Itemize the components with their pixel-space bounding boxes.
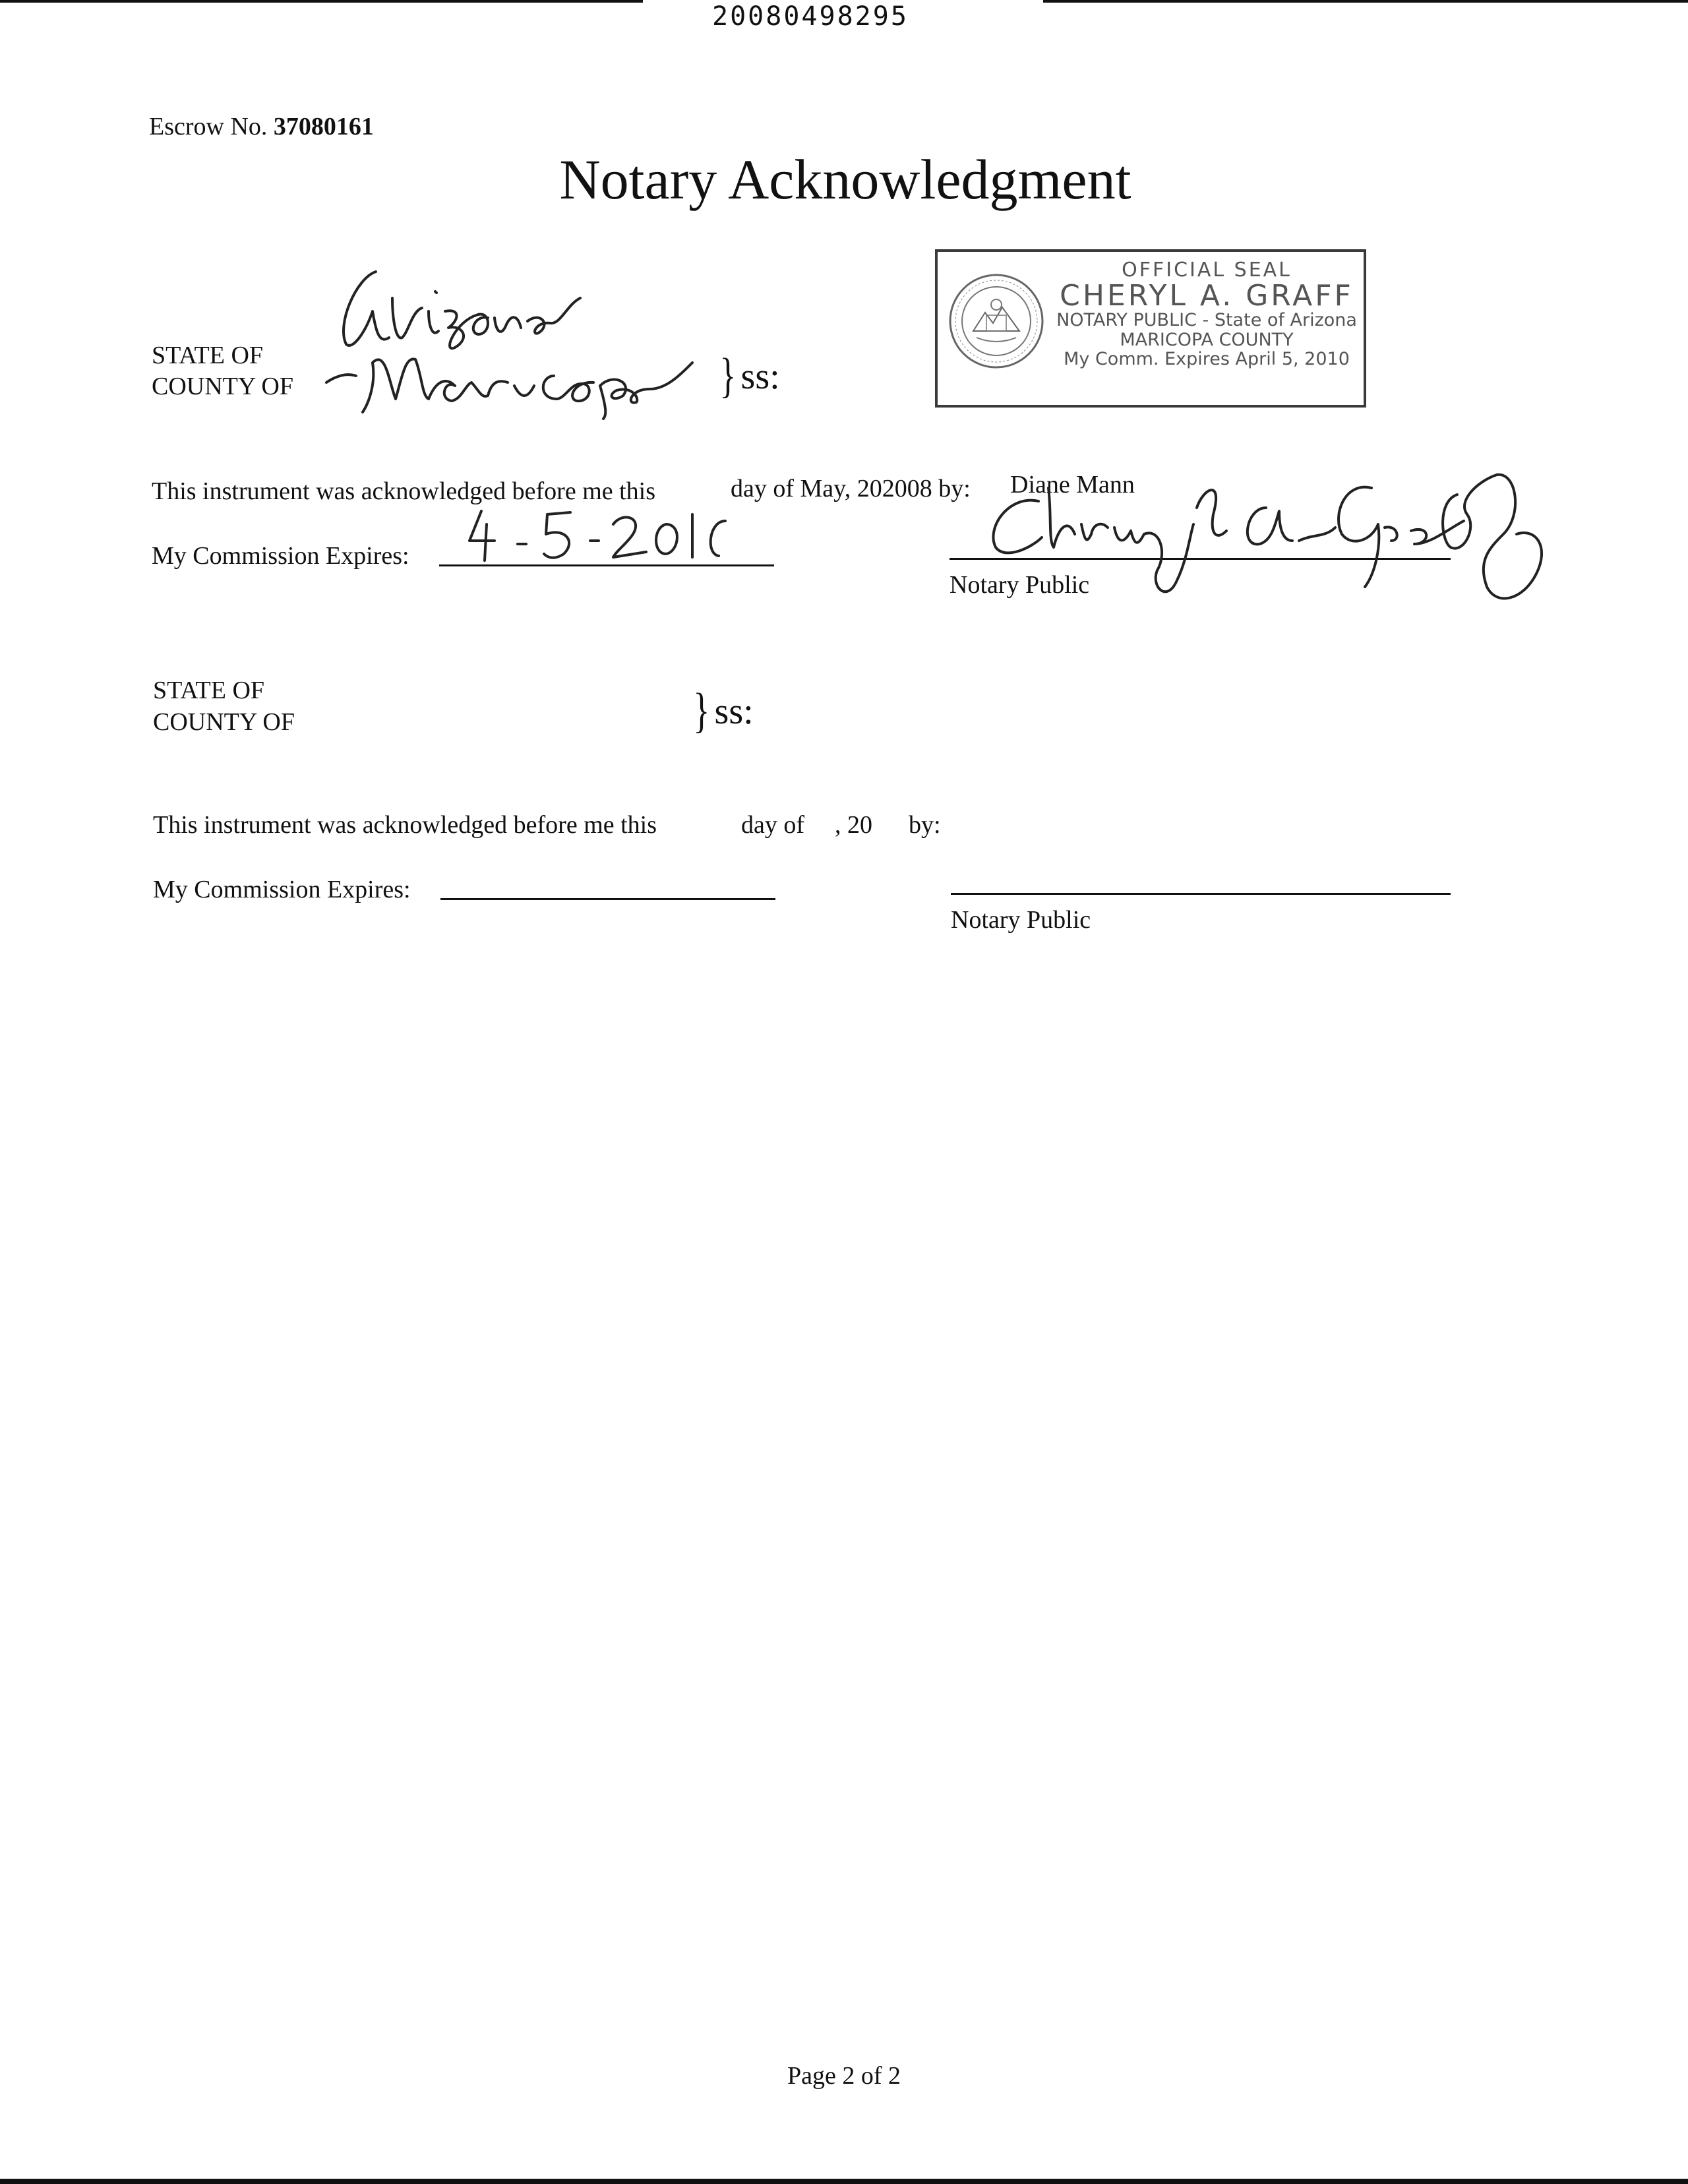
handwritten-commission-date: [455, 504, 732, 567]
handwritten-state-value: [343, 310, 347, 311]
ss-bracket-2: [690, 683, 754, 739]
recording-number: 20080498295: [712, 1, 909, 32]
arizona-state-seal-icon: [947, 272, 1046, 371]
handwritten-commission-value: [462, 561, 466, 562]
brace-icon: }: [719, 349, 737, 403]
ack-text-2: This instrument was acknowledged before me this: [153, 811, 657, 839]
handwritten-county-value: [343, 396, 348, 397]
page-number: Page 2 of 2: [787, 2062, 901, 2090]
commission-label-2: My Commission Expires:: [153, 876, 411, 903]
seal-text: [1055, 258, 1358, 369]
scan-edge-top-right: [1043, 0, 1688, 3]
county-of-label-2: COUNTY OF: [153, 708, 295, 736]
page-title-text: Notary Acknowledgment: [559, 148, 1131, 211]
escrow-number: [149, 112, 374, 141]
ss-label-2: ss:: [714, 690, 754, 732]
signature-line-2: [951, 893, 1451, 895]
commission-label-1: My Commission Expires:: [152, 542, 409, 570]
county-of-label-1: COUNTY OF: [152, 373, 293, 400]
ack-day-of-2: day of: [741, 811, 805, 839]
official-seal-stamp: [935, 249, 1366, 408]
notary-public-label-2: Notary Public: [951, 906, 1091, 934]
notary-public-label-1: Notary Public: [950, 571, 1090, 599]
state-of-label-1: STATE OF: [152, 342, 264, 369]
seal-line-notary: NOTARY PUBLIC - State of Arizona: [1056, 310, 1357, 330]
ss-bracket-1: [716, 348, 780, 404]
handwritten-county-maricopa: [323, 336, 712, 422]
brace-icon: }: [693, 684, 710, 738]
ack-text-1: This instrument was acknowledged before me this: [152, 477, 656, 505]
escrow-value: 37080161: [273, 113, 374, 140]
scan-edge-bottom: [0, 2179, 1688, 2184]
scan-edge-top-left: [0, 0, 643, 3]
notary-signature-value: [989, 613, 997, 615]
commission-line-2: [440, 898, 775, 900]
ack-twenty-2: , 20: [835, 811, 872, 839]
state-of-label-2: STATE OF: [153, 677, 265, 704]
page-title: [0, 146, 1688, 212]
seal-line-name: CHERYL A. GRAFF: [1060, 279, 1354, 313]
ack-by-2: by:: [909, 811, 941, 839]
ss-label-1: ss:: [740, 355, 780, 397]
ack-name-1: Diane Mann: [1010, 471, 1135, 499]
escrow-label: Escrow No.: [149, 113, 268, 140]
seal-line-expiry: My Comm. Expires April 5, 2010: [1064, 349, 1350, 370]
seal-line-official: OFFICIAL SEAL: [1122, 258, 1292, 282]
ack-date-1: day of May, 202008 by:: [731, 475, 971, 502]
seal-line-county: MARICOPA COUNTY: [1120, 329, 1294, 350]
